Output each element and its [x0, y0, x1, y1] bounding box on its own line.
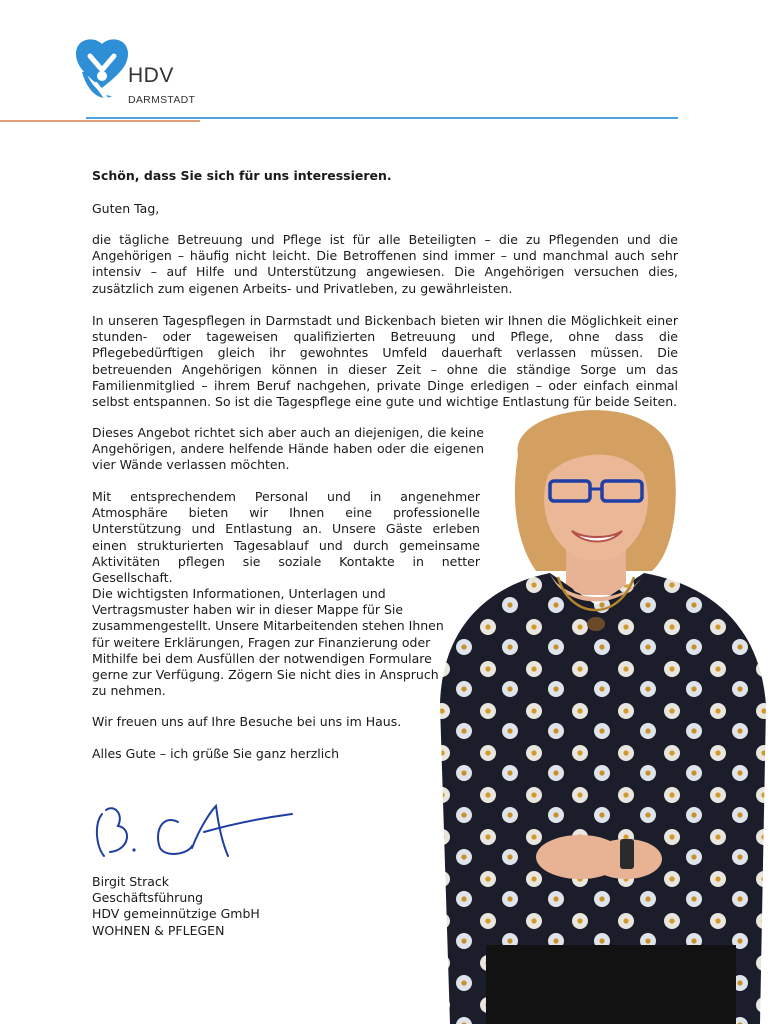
organization-tagline: WOHNEN & PFLEGEN	[92, 922, 225, 938]
header-divider-blue	[86, 117, 678, 119]
signature-block	[92, 874, 260, 939]
handwritten-signature	[92, 802, 302, 864]
paragraph-besuche: Wir freuen uns auf Ihre Besuche bei uns im Haus.	[92, 714, 402, 729]
signer-name: Birgit Strack	[92, 874, 169, 889]
signer-role: Geschäftsführung	[92, 890, 204, 906]
brand-name: HDV	[128, 64, 174, 87]
hdv-logo-icon	[72, 38, 132, 106]
closing-line: Alles Gute – ich grüße Sie ganz herzlich	[92, 746, 340, 761]
paragraph-angebot: Dieses Angebot richtet sich aber auch an diejenigen, die keine Angehörigen, andere helfende Hände haben oder die eigenen vier Wände verlassen möchten.	[92, 425, 484, 473]
paragraph-informationen: Die wichtigsten Informationen, Unterlagen und Vertragsmuster haben wir in dieser Mappe für Sie zusammengestellt. Unsere Mitarbeitenden stehen Ihnen für weitere Erklärungen, Fragen zur Finanzierung oder Mithilfe bei dem Ausfüllen der notwendigen Formulare gerne zur Verfügung. Zögern Sie nicht dies in Anspruch zu nehmen.	[92, 586, 444, 699]
paragraph-tagespflege: In unseren Tagespflegen in Darmstadt und Bickenbach bieten wir Ihnen die Möglichkeit einer stunden- oder tageweisen qualifizierten Betreuung und Pflege, ohne dass die Pflegebedürftigen gleich ihr gewohntes Umfeld dauerhaft verlassen müssen. Die betreuenden Angehörigen können in dieser Zeit – ohne die ständige Sorge um das Familienmitglied – ihrem Beruf nachgehen, private Dinge erledigen – oder einfach einmal selbst entspannen. So ist die Tagespflege eine gute und wichtige Entlastung für beide Seiten.	[92, 313, 678, 410]
paragraph-personal: Mit entsprechendem Personal und in angenehmer Atmosphäre bieten wir Ihnen eine professionelle Unterstützung und Entlastung an. Unsere Gäste erleben einen strukturierten Tagesablauf und durch gemeinsame Aktivitäten pflegen sie soziale Kontakte in netter Gesellschaft.	[92, 489, 480, 586]
paragraph-intro: die tägliche Betreuung und Pflege ist für alle Beteiligten – die zu Pflegenden und die Angehörigen – häufig nicht leicht. Die Betroffenen sind immer – und manchmal auch sehr intensiv – auf Hilfe und Unterstützung angewiesen. Die Angehörigen versuchen dies, zusätzlich zum eigenen Arbeits- und Privatleben, zu gewährleisten.	[92, 232, 678, 296]
portrait-photo	[430, 405, 770, 1024]
letter-heading: Schön, dass Sie sich für uns interessieren.	[92, 168, 392, 183]
header-divider-orange	[0, 120, 200, 122]
brand-city: DARMSTADT	[128, 94, 196, 106]
greeting: Guten Tag,	[92, 201, 160, 216]
signer-organization: HDV gemeinnützige GmbH	[92, 906, 260, 922]
